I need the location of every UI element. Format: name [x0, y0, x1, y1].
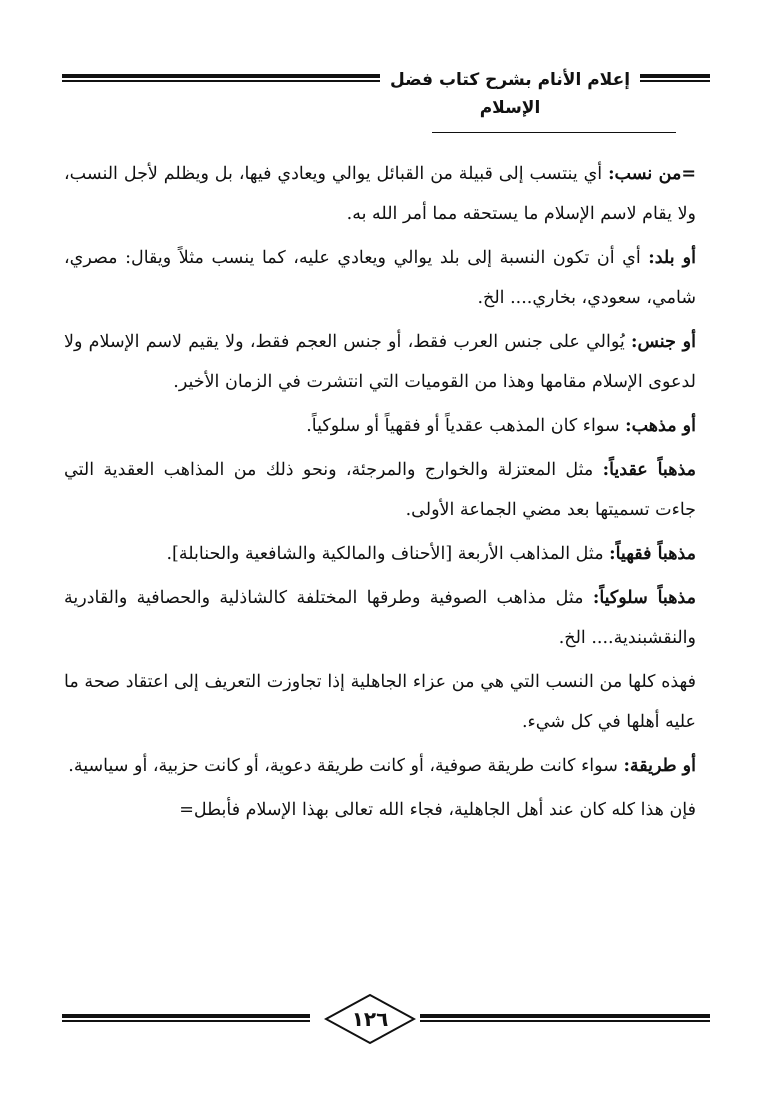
paragraph — [64, 450, 696, 530]
paragraph-term: أو بلد: — [648, 248, 696, 268]
paragraph — [64, 154, 696, 234]
header-rule-left — [62, 74, 380, 84]
page-body — [64, 154, 696, 834]
header-rule-right — [640, 74, 710, 84]
paragraph — [64, 406, 696, 446]
footnote-separator — [432, 132, 676, 133]
paragraph-text: مثل مذاهب الصوفية وطرقها المختلفة كالشاذلية والحصافية والقادرية والنقشبندية.... الخ. — [64, 588, 696, 648]
paragraph-text: فإن هذا كله كان عند أهل الجاهلية، فجاء الله تعالى بهذا الإسلام فأبطل= — [179, 800, 696, 820]
footer-rule-right — [420, 1014, 710, 1024]
paragraph-term: مذهباً فقهياً: — [609, 544, 696, 564]
paragraph-term: أو طريقة: — [623, 756, 696, 776]
paragraph — [64, 746, 696, 786]
paragraph — [64, 790, 696, 830]
paragraph-term: أو مذهب: — [625, 416, 696, 436]
page-footer — [62, 990, 710, 1050]
page-number: ١٢٦ — [351, 1007, 389, 1031]
paragraph-text: سواء كانت طريقة صوفية، أو كانت طريقة دعوية، أو كانت حزبية، أو سياسية. — [68, 756, 624, 776]
paragraph-text: فهذه كلها من النسب التي هي من عزاء الجاهلية إذا تجاوزت التعريف إلى اعتقاد صحة ما عليه أهلها في كل شيء. — [64, 672, 696, 732]
paragraph — [64, 578, 696, 658]
book-title: إعلام الأنام بشرح كتاب فضل الإسلام — [389, 70, 631, 118]
running-header — [62, 66, 710, 118]
paragraph-text: مثل المذاهب الأربعة [الأحناف والمالكية والشافعية والحنابلة]. — [166, 544, 610, 564]
paragraph — [64, 322, 696, 402]
paragraph-term: مذهباً عقدياً: — [602, 460, 696, 480]
paragraph-text: سواء كان المذهب عقدياً أو فقهياً أو سلوكياً. — [306, 416, 626, 436]
paragraph — [64, 662, 696, 742]
paragraph-term: =من نسب: — [608, 164, 696, 184]
paragraph-text: أي ينتسب إلى قبيلة من القبائل يوالي ويعادي فيها، بل ويظلم لأجل النسب، ولا يقام لاسم الإسلام ما يستحقه مما أمر الله به. — [64, 164, 696, 224]
paragraph — [64, 238, 696, 318]
paragraph-text: مثل المعتزلة والخوارج والمرجئة، ونحو ذلك من المذاهب العقدية التي جاءت تسميتها بعد مضي الجماعة الأولى. — [64, 460, 696, 520]
paragraph-text: يُوالي على جنس العرب فقط، أو جنس العجم فقط، ولا يقيم لاسم الإسلام ولا لدعوى الإسلام مقامها وهذا من القوميات التي انتشرت في الزمان الأخير. — [64, 332, 696, 392]
paragraph — [64, 534, 696, 574]
footer-rule-left — [62, 1014, 310, 1024]
paragraph-text: أي أن تكون النسبة إلى بلد يوالي ويعادي عليه، كما ينسب مثلاً ويقال: مصري، شامي، سعودي، بخاري.... الخ. — [64, 248, 696, 308]
paragraph-term: مذهباً سلوكياً: — [592, 588, 696, 608]
paragraph-term: أو جنس: — [631, 332, 696, 352]
